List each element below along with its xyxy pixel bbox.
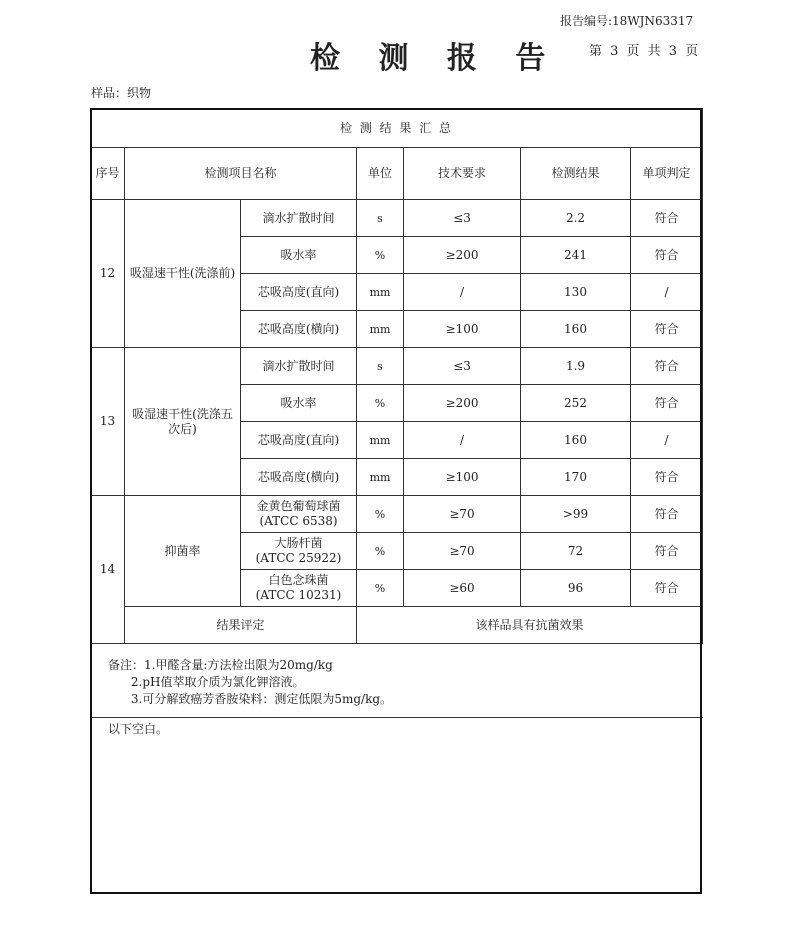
notes (108, 657, 392, 708)
item-name-line: 白色念珠菌 (268, 573, 329, 587)
table-caption: 检 测 结 果 汇 总 (91, 109, 703, 148)
col-header-result: 检测结果 (521, 148, 631, 200)
unit: s (357, 348, 404, 385)
verdict: / (631, 274, 703, 311)
note-line: 备注：1.甲醛含量:方法检出限为20mg/kg (108, 658, 333, 672)
verdict: 符合 (631, 385, 703, 422)
unit: mm (357, 274, 404, 311)
item-name-line: 金黄色葡萄球菌 (256, 499, 341, 513)
unit: % (357, 570, 404, 607)
item-strain: (ATCC 25922) (255, 551, 342, 565)
result: 252 (521, 385, 631, 422)
verdict: 符合 (631, 311, 703, 348)
unit: mm (357, 311, 404, 348)
verdict: 符合 (631, 459, 703, 496)
verdict: 符合 (631, 237, 703, 274)
requirement: ≥60 (404, 570, 521, 607)
requirement: ≥70 (404, 496, 521, 533)
requirement: / (404, 274, 521, 311)
item-name: 芯吸高度(横向) (241, 459, 357, 496)
report-number: 报告编号:18WJN63317 (560, 14, 694, 28)
item-name: 吸水率 (241, 237, 357, 274)
verdict: 符合 (631, 570, 703, 607)
requirement: ≥200 (404, 385, 521, 422)
requirement: ≥100 (404, 311, 521, 348)
group-number: 12 (91, 200, 125, 348)
note-line: 3.可分解致癌芳香胺染料：测定低限为5mg/kg。 (108, 692, 393, 706)
col-header-verdict: 单项判定 (631, 148, 703, 200)
result: 1.9 (521, 348, 631, 385)
conclusion-label: 结果评定 (125, 607, 357, 644)
blank-below-text: 以下空白。 (108, 722, 169, 736)
item-name: 吸水率 (241, 385, 357, 422)
result: 2.2 (521, 200, 631, 237)
requirement: ≥100 (404, 459, 521, 496)
verdict: 符合 (631, 348, 703, 385)
group-name: 抑菌率 (125, 496, 241, 607)
item-name: 滴水扩散时间 (241, 200, 357, 237)
unit: % (357, 237, 404, 274)
group-name: 吸湿速干性(洗涤五次后) (125, 348, 241, 496)
item-name: 滴水扩散时间 (241, 348, 357, 385)
unit: % (357, 385, 404, 422)
table-border (90, 108, 702, 894)
report-title: 检 测 报 告 (310, 41, 560, 76)
page-indicator: 第 3 页 共 3 页 (589, 44, 699, 59)
group-number: 13 (91, 348, 125, 496)
unit: s (357, 200, 404, 237)
item-name: 芯吸高度(直向) (241, 422, 357, 459)
note-line: 2.pH值萃取介质为氯化钾溶液。 (108, 675, 305, 689)
group-name: 吸湿速干性(洗涤前) (125, 200, 241, 348)
group-number: 14 (91, 496, 125, 644)
col-header-unit: 单位 (357, 148, 404, 200)
verdict: 符合 (631, 496, 703, 533)
item-name: 芯吸高度(横向) (241, 311, 357, 348)
requirement: ≤3 (404, 348, 521, 385)
verdict: / (631, 422, 703, 459)
unit: % (357, 496, 404, 533)
item-name: 芯吸高度(直向) (241, 274, 357, 311)
verdict: 符合 (631, 533, 703, 570)
result: 160 (521, 311, 631, 348)
sample-label: 样品：织物 (91, 86, 152, 100)
conclusion-text: 该样品具有抗菌效果 (357, 607, 703, 644)
requirement: ≥200 (404, 237, 521, 274)
unit: mm (357, 459, 404, 496)
item-strain: (ATCC 6538) (259, 514, 338, 528)
col-header-requirement: 技术要求 (404, 148, 521, 200)
verdict: 符合 (631, 200, 703, 237)
item-name-line: 大肠杆菌 (274, 536, 323, 550)
col-header-item: 检测项目名称 (125, 148, 357, 200)
requirement: / (404, 422, 521, 459)
unit: % (357, 533, 404, 570)
requirement: ≥70 (404, 533, 521, 570)
unit: mm (357, 422, 404, 459)
result: 72 (521, 533, 631, 570)
result: 170 (521, 459, 631, 496)
result: >99 (521, 496, 631, 533)
result: 241 (521, 237, 631, 274)
col-header-no: 序号 (91, 148, 125, 200)
result: 160 (521, 422, 631, 459)
result: 130 (521, 274, 631, 311)
requirement: ≤3 (404, 200, 521, 237)
result: 96 (521, 570, 631, 607)
item-strain: (ATCC 10231) (255, 588, 342, 602)
